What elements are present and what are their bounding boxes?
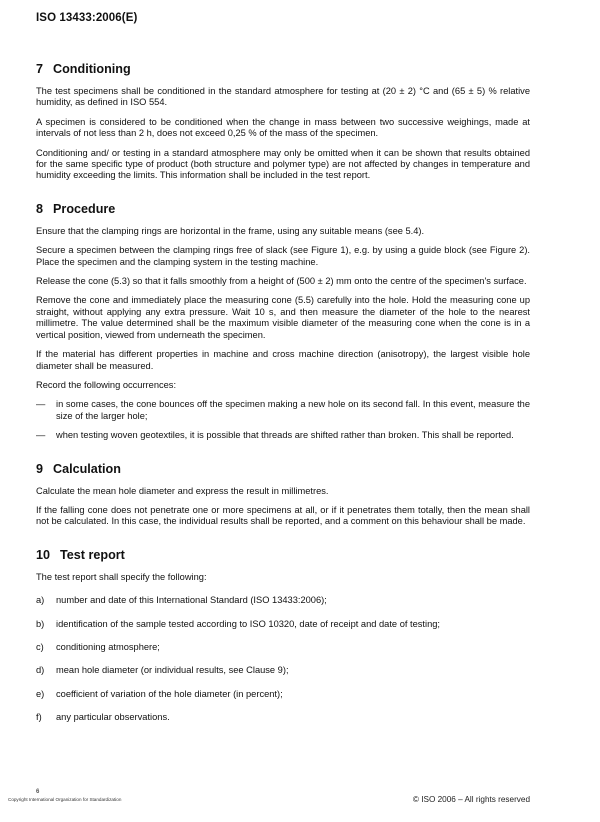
list-label: e) [36, 688, 45, 699]
section-calculation [36, 462, 530, 528]
list-label: b) [36, 618, 45, 629]
list-text: number and date of this International Standard (ISO 13433:2006); [56, 595, 327, 606]
section-number: 7 [36, 62, 44, 76]
list-text: mean hole diameter (or individual results, see Clause 9); [56, 665, 289, 676]
paragraph: Record the following occurrences: [36, 379, 177, 390]
paragraph: If the material has different properties in machine and cross machine direction (anisotropy), the largest visible hole diameter shall be measured. [36, 349, 530, 371]
document-id: ISO 13433:2006(E) [36, 12, 138, 24]
section-heading [36, 462, 530, 476]
paragraph: The test report shall specify the following: [36, 571, 207, 582]
dash-list-item [36, 399, 530, 422]
paragraph: Remove the cone and immediately place the measuring cone (5.5) carefully into the hole. Hold the measuring cone up straight, without applying any extra pressure. Wait 10 s, and then measure the diameter of the hole to the nearest millimetre. The value determined shall be the maximum visible diameter of the measuring cone when the cone is in a vertical position, viewed from underneath the specimen. [36, 295, 530, 340]
section-test-report [36, 548, 530, 724]
list-label: c) [36, 641, 44, 652]
section-number: 8 [36, 201, 44, 216]
section-procedure [36, 202, 530, 442]
document-body [36, 62, 530, 744]
section-title: Conditioning [53, 62, 131, 76]
paragraph: Secure a specimen between the clamping rings free of slack (see Figure 1), e.g. by using a guide block (see Figure 2). Place the specimen and the clamping system in the testing machine. [36, 245, 530, 267]
list-item [36, 642, 530, 653]
section-title: Procedure [53, 201, 116, 216]
dash-list-item [36, 430, 530, 441]
footer-copyright-notice: Copyright International Organization for Standardization [8, 797, 122, 802]
section-title: Calculation [53, 461, 121, 476]
list-label: f) [36, 712, 42, 723]
list-label: d) [36, 665, 45, 676]
paragraph: If the falling cone does not penetrate one or more specimens at all, or if it penetrates them totally, then the mean shall not be calculated. In this case, the individual results shall be reported, and a comment on this behaviour shall be made. [36, 504, 530, 527]
list-item [36, 595, 530, 606]
list-item [36, 665, 530, 676]
paragraph: Release the cone (5.3) so that it falls smoothly from a height of (500 ± 2) mm onto the centre of the specimen's surface. [36, 276, 527, 287]
paragraph: The test specimens shall be conditioned in the standard atmosphere for testing at (20 ± 2) °C and (65 ± 5) % relative humidity, as defined in ISO 554. [36, 86, 530, 108]
paragraph: A specimen is considered to be conditioned when the change in mass between two successive weighings, made at intervals of not less than 2 h, does not exceed 0,25 % of the mass of the specimen. [36, 116, 530, 139]
section-title: Test report [60, 547, 125, 562]
dash-item-text: in some cases, the cone bounces off the specimen making a new hole on its second fall. In this event, measure the size of the larger hole; [56, 399, 530, 421]
list-text: conditioning atmosphere; [56, 641, 160, 652]
paragraph: Calculate the mean hole diameter and express the result in millimetres. [36, 485, 329, 496]
list-text: coefficient of variation of the hole diameter (in percent); [56, 688, 283, 699]
list-item [36, 689, 530, 700]
section-heading [36, 548, 530, 562]
section-number: 10 [36, 547, 51, 562]
section-conditioning [36, 62, 530, 182]
dash-marker: — [36, 399, 46, 410]
page-number: 6 [36, 789, 40, 795]
list-label: a) [36, 595, 45, 606]
dash-marker: — [36, 430, 46, 441]
dash-item-text: when testing woven geotextiles, it is possible that threads are shifted rather than broken. This shall be reported. [56, 430, 514, 441]
paragraph: Conditioning and/ or testing in a standard atmosphere may only be omitted when it can be shown that results obtained for the same specific type of product (both structure and polymer type) are not affected by changes in temperature and humidity exceeding the limits. This information shall be included in the test report. [36, 147, 530, 181]
paragraph: Ensure that the clamping rings are horizontal in the frame, using any suitable means (see 5.4). [36, 225, 425, 236]
list-item [36, 619, 530, 630]
list-text: any particular observations. [56, 712, 170, 723]
footer-copyright: © ISO 2006 – All rights reserved [412, 795, 530, 804]
section-number: 9 [36, 461, 44, 476]
list-item [36, 712, 530, 723]
section-heading [36, 202, 530, 216]
list-text: identification of the sample tested according to ISO 10320, date of receipt and date of testing; [56, 618, 441, 629]
section-heading [36, 62, 530, 76]
